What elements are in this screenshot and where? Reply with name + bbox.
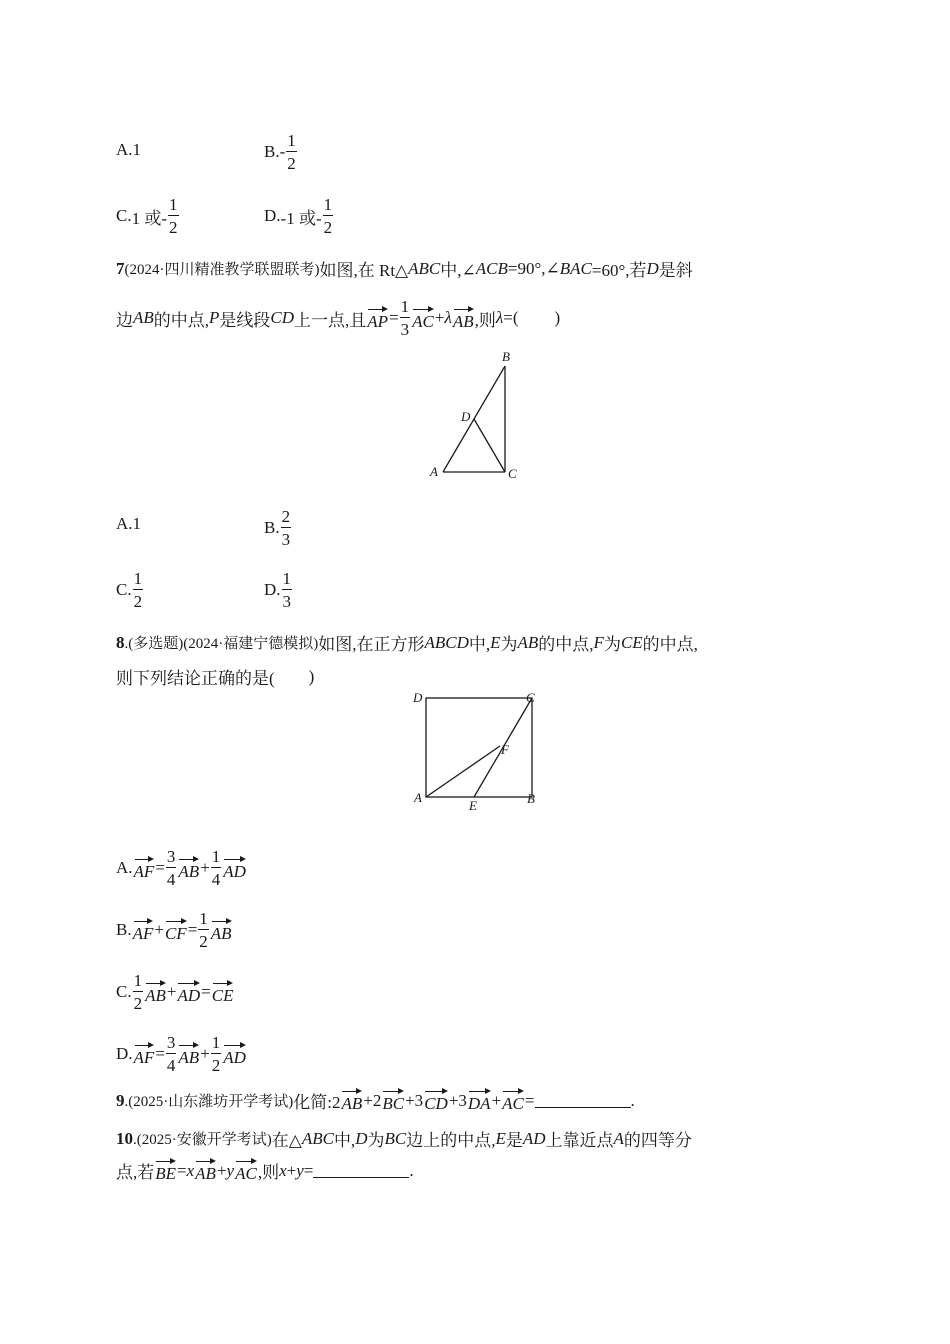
label-d: D: [413, 690, 423, 705]
vector-ab: AB: [453, 307, 474, 330]
fraction: $\frac{1}{2}$: [169, 195, 178, 237]
vector-da: DA: [468, 1089, 491, 1112]
q8-stem-line2: 则下列结论正确的是( ): [116, 666, 315, 688]
label-b: B: [502, 349, 510, 364]
fraction: $\frac{1}{3}$: [400, 297, 410, 339]
vector-ap: AP: [367, 307, 388, 330]
answer-blank[interactable]: [313, 1163, 409, 1178]
q8-stem-line1: 8 .(多选题)(2024·福建宁德模拟) 如图,在正方形 ABCD 中, E 为 AB 的中点, F 为 CE 的中点,: [116, 632, 698, 654]
q6-option-d: D. -1 或- $\frac{1}{2}$: [264, 195, 333, 237]
question-source: .(2025·山东潍坊开学考试): [124, 1094, 294, 1110]
vector-af: AF: [134, 1043, 155, 1066]
answer-blank[interactable]: [535, 1093, 631, 1108]
q8-square-figure: [408, 686, 548, 814]
fraction: $\frac{3}{4}$: [166, 1033, 176, 1075]
label-a: A: [430, 464, 438, 479]
label-b: B: [527, 791, 535, 806]
q6-option-b: B. - $\frac{1}{2}$: [264, 131, 296, 173]
vector-cf: CF: [165, 919, 187, 942]
question-number: 8: [116, 632, 125, 652]
vector-cd: CD: [424, 1089, 448, 1112]
fraction: $\frac{3}{4}$: [166, 847, 176, 889]
fraction: $\frac{1}{2}$: [199, 909, 208, 951]
vector-be: BE: [155, 1159, 176, 1182]
q8-option-b: B. AF + CF = $\frac{1}{2}$ AB: [116, 909, 232, 951]
vector-ab: AB: [145, 981, 166, 1004]
q7-option-d: D. $\frac{1}{3}$: [264, 569, 292, 611]
vector-ad: AD: [177, 981, 200, 1004]
question-number: 9: [116, 1090, 125, 1110]
fraction: $\frac{1}{2}$: [323, 195, 333, 237]
question-number: 7: [116, 258, 125, 278]
q6-option-a: A. 1: [116, 140, 142, 159]
question-source: (2024·四川精准教学联盟联考): [124, 262, 320, 278]
label-d: D: [461, 409, 471, 424]
q7-option-c: C. $\frac{1}{2}$: [116, 569, 143, 611]
label-c: C: [508, 466, 517, 481]
fraction: $\frac{1}{3}$: [282, 569, 292, 611]
question-source: .(2025·安徽开学考试): [133, 1132, 272, 1148]
fraction: $\frac{1}{2}$: [287, 131, 296, 173]
vector-ac: AC: [502, 1089, 524, 1112]
vector-af: AF: [134, 857, 155, 880]
q7-option-a: A. 1: [116, 514, 142, 533]
q7-stem-line2: 边 AB 的中点, P 是线段 CD 上一点,且 AP = $\frac{1}{3}$ AC + λ AB ,则 λ =( ): [116, 297, 561, 339]
fraction: $\frac{1}{2}$: [133, 569, 143, 611]
question-source: .(多选题)(2024·福建宁德模拟): [124, 636, 319, 652]
label-e: E: [469, 798, 477, 813]
q6-option-c: C. 1 或- $\frac{1}{2}$: [116, 195, 178, 237]
q7-triangle-figure: [425, 345, 525, 485]
vector-ac: AC: [235, 1159, 257, 1182]
q8-option-c: C. $\frac{1}{2}$ AB + AD = CE: [116, 971, 234, 1013]
vector-bc: BC: [382, 1089, 404, 1112]
vector-ad: AD: [223, 857, 246, 880]
vector-af: AF: [133, 919, 154, 942]
vector-ab: AB: [178, 857, 199, 880]
fraction: $\frac{1}{2}$: [133, 971, 143, 1013]
vector-ab: AB: [195, 1159, 216, 1182]
label-a: A: [414, 790, 422, 805]
vector-ab: AB: [341, 1089, 362, 1112]
vector-ab: AB: [178, 1043, 199, 1066]
q7-option-b: B. $\frac{2}{3}$: [264, 507, 291, 549]
square-abcd: [426, 698, 532, 797]
fraction: $\frac{1}{2}$: [211, 1033, 221, 1075]
segment-cd: [474, 419, 505, 472]
vector-ab: AB: [211, 919, 232, 942]
q7-stem-line1: 7 (2024·四川精准教学联盟联考) 如图,在 Rt△ ABC 中,∠ ACB =90°,∠ BAC =60°,若 D 是斜: [116, 258, 693, 280]
q10-stem-line1: 10 .(2025·安徽开学考试) 在△ ABC 中, D 为 BC 边上的中点, E 是 AD 上靠近点 A 的四等分: [116, 1128, 692, 1150]
fraction: $\frac{2}{3}$: [281, 507, 291, 549]
q8-option-d: D. AF = $\frac{3}{4}$ AB + $\frac{1}{2}$ AD: [116, 1033, 246, 1075]
q9-stem: 9 .(2025·山东潍坊开学考试) 化简:2 AB +2 BC +3 CD +3 DA + AC = .: [116, 1090, 635, 1113]
q8-option-a: A. AF = $\frac{3}{4}$ AB + $\frac{1}{4}$ AD: [116, 847, 246, 889]
fraction: $\frac{1}{4}$: [211, 847, 221, 889]
question-number: 10: [116, 1128, 133, 1148]
vector-ac: AC: [412, 307, 434, 330]
label-f: F: [501, 742, 509, 757]
vector-ce: CE: [212, 981, 234, 1004]
vector-ad: AD: [223, 1043, 246, 1066]
q10-stem-line2: 点,若 BE = x AB + y AC ,则 x + y = .: [116, 1160, 414, 1183]
label-c: C: [526, 690, 535, 705]
